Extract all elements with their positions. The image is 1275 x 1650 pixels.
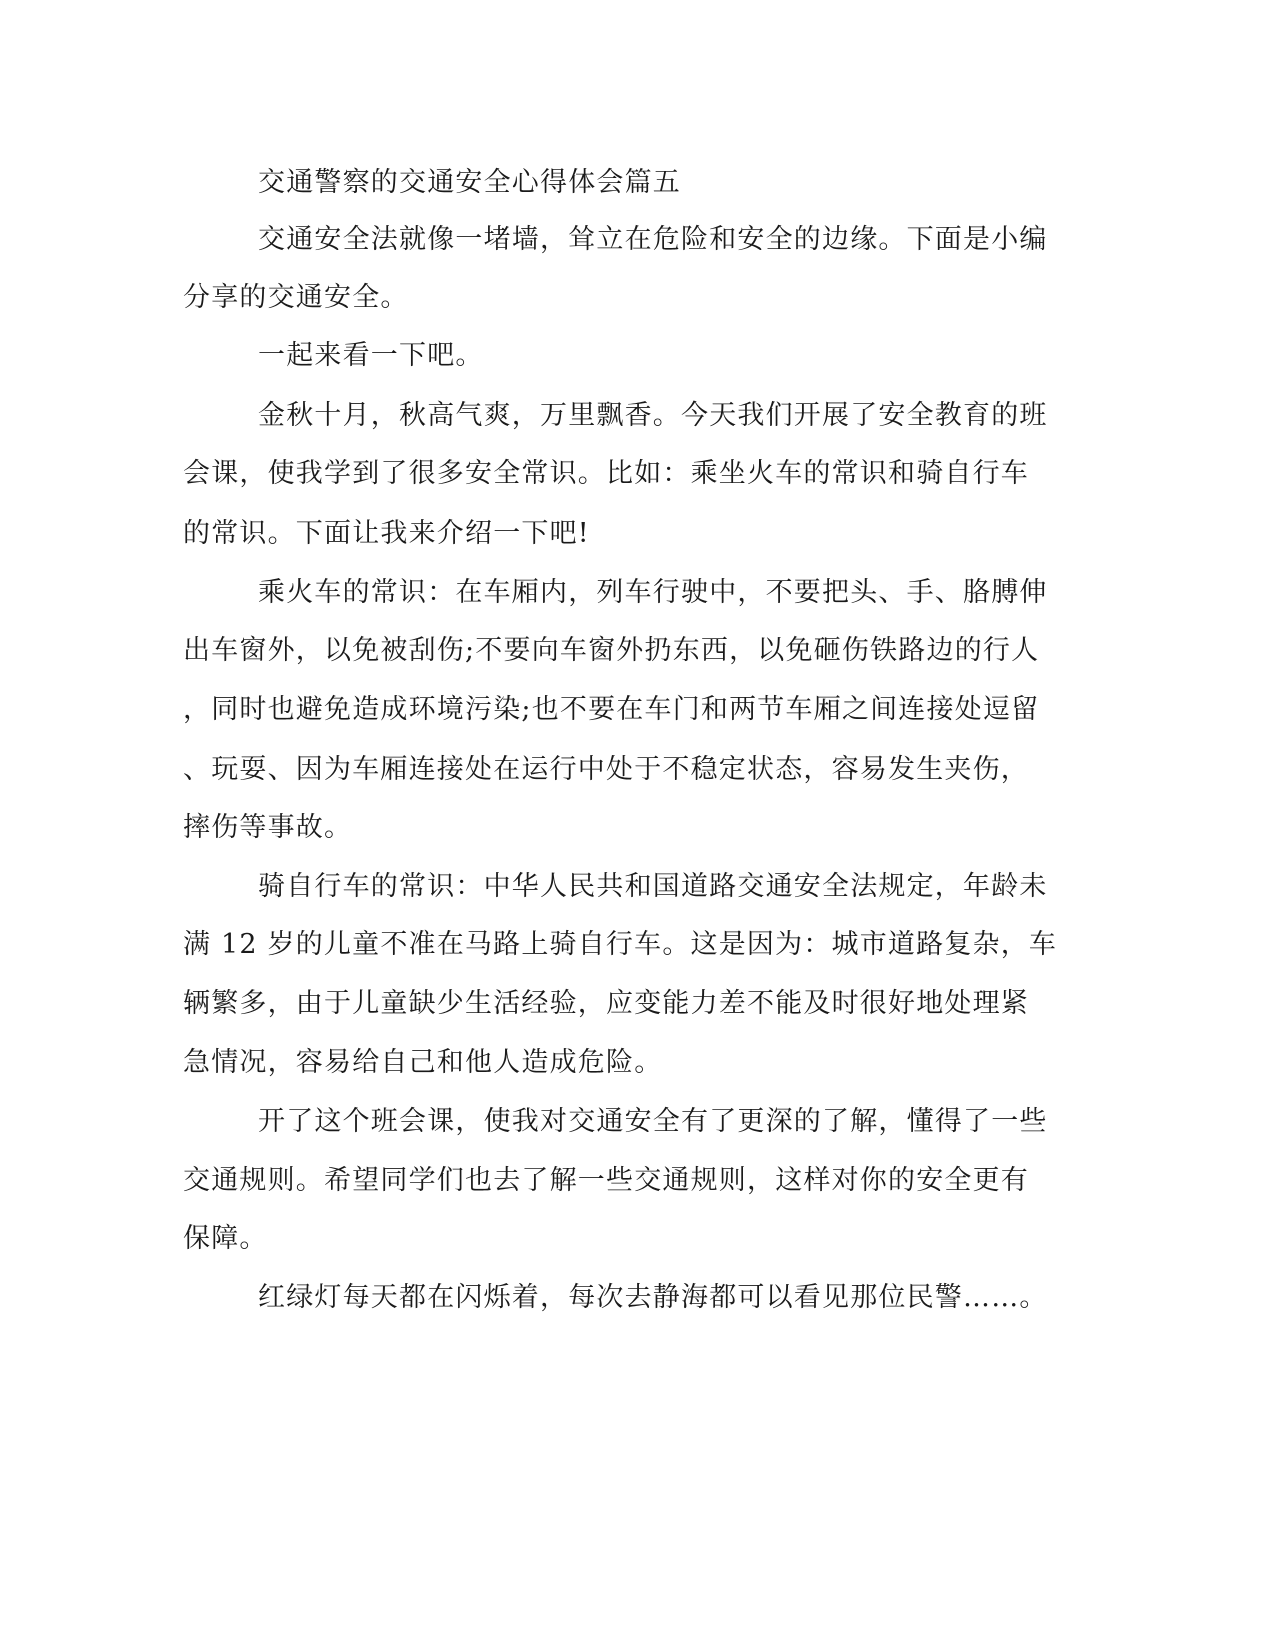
paragraph-line: 交通规则。希望同学们也去了解一些交通规则，这样对你的安全更有 <box>183 1165 1029 1196</box>
paragraph-line: ，同时也避免造成环境污染;也不要在车门和两节车厢之间连接处逗留 <box>183 694 1040 725</box>
paragraph-line: 保障。 <box>183 1223 268 1254</box>
paragraph-line: 、玩耍、因为车厢连接处在运行中处于不稳定状态，容易发生夹伤， <box>183 754 1029 785</box>
paragraph-line: 金秋十月，秋高气爽，万里飘香。今天我们开展了安全教育的班 <box>258 400 1048 431</box>
paragraph-line: 红绿灯每天都在闪烁着，每次去静海都可以看见那位民警……。 <box>258 1282 1048 1313</box>
paragraph-line: 急情况，容易给自己和他人造成危险。 <box>183 1047 663 1078</box>
paragraph-line: 开了这个班会课，使我对交通安全有了更深的了解，懂得了一些 <box>258 1106 1048 1137</box>
paragraph-line: 骑自行车的常识：中华人民共和国道路交通安全法规定，年龄未 <box>258 871 1048 902</box>
paragraph-line: 出车窗外，以免被刮伤;不要向车窗外扔东西，以免砸伤铁路边的行人 <box>183 635 1040 666</box>
paragraph-line: 会课，使我学到了很多安全常识。比如：乘坐火车的常识和骑自行车 <box>183 458 1029 489</box>
paragraph-line: 乘火车的常识：在车厢内，列车行驶中，不要把头、手、胳膊伸 <box>258 577 1048 608</box>
paragraph-line: 满 12 岁的儿童不准在马路上骑自行车。这是因为：城市道路复杂，车 <box>183 929 1058 960</box>
paragraph-line: 辆繁多，由于儿童缺少生活经验，应变能力差不能及时很好地处理紧 <box>183 988 1029 1019</box>
paragraph-line: 一起来看一下吧。 <box>258 340 484 371</box>
paragraph-line: 分享的交通安全。 <box>183 282 409 313</box>
document-title: 交通警察的交通安全心得体会篇五 <box>258 167 681 198</box>
paragraph-line: 摔伤等事故。 <box>183 812 353 843</box>
paragraph-line: 交通安全法就像一堵墙，耸立在危险和安全的边缘。下面是小编 <box>258 224 1048 255</box>
paragraph-line: 的常识。下面让我来介绍一下吧! <box>183 518 590 549</box>
